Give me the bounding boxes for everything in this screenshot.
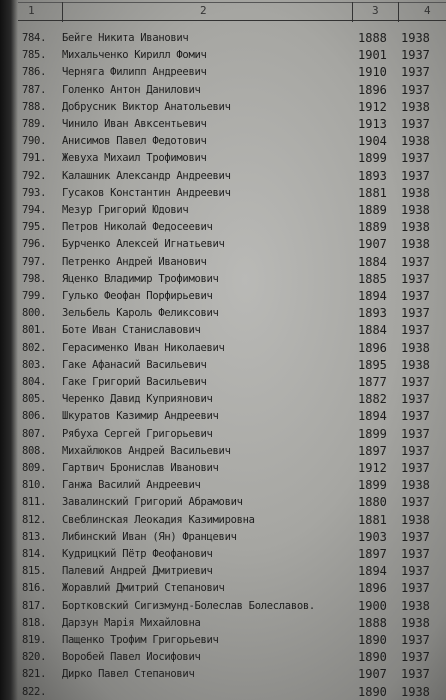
row-number: 796. bbox=[22, 238, 47, 251]
row-number: 822. bbox=[22, 685, 47, 698]
header-divider bbox=[352, 2, 353, 22]
birth-year: 1888 bbox=[358, 615, 387, 630]
table-row bbox=[0, 512, 446, 529]
person-name: Бурченко Алексей Игнатьевич bbox=[62, 238, 225, 251]
table-row bbox=[0, 598, 446, 615]
row-number: 812. bbox=[22, 513, 47, 526]
arrest-year: 1937 bbox=[401, 409, 430, 424]
table-row bbox=[0, 494, 446, 511]
person-name: Калашник Александр Андреевич bbox=[62, 169, 231, 182]
birth-year: 1899 bbox=[358, 478, 387, 493]
table-row bbox=[0, 649, 446, 666]
person-name: Гартвич Бронислав Иванович bbox=[62, 462, 219, 474]
table-row bbox=[0, 357, 446, 374]
birth-year: 1912 bbox=[358, 461, 387, 475]
person-name: Палевий Андрей Дмитриевич bbox=[62, 565, 213, 578]
birth-year: 1907 bbox=[358, 237, 387, 252]
person-name: Добрусник Виктор Анатольевич bbox=[62, 100, 231, 113]
birth-year: 1912 bbox=[358, 99, 387, 114]
birth-year: 1910 bbox=[358, 65, 387, 80]
arrest-year: 1938 bbox=[401, 31, 430, 45]
person-name: Рябуха Сергей Григорьевич bbox=[62, 427, 213, 440]
row-number: 792. bbox=[22, 169, 47, 182]
birth-year: 1896 bbox=[358, 82, 387, 97]
row-number: 797. bbox=[22, 255, 47, 268]
person-name: Бортковский Сигизмунд-Болеслав Болеславов. bbox=[62, 599, 315, 612]
birth-year: 1895 bbox=[358, 357, 387, 372]
row-number: 816. bbox=[22, 582, 47, 595]
arrest-year: 1938 bbox=[401, 357, 430, 372]
birth-year: 1907 bbox=[358, 667, 387, 682]
arrest-year: 1937 bbox=[401, 650, 430, 665]
arrest-year: 1938 bbox=[401, 512, 430, 527]
table-row bbox=[0, 529, 446, 546]
person-name: Михайлюков Андрей Васильевич bbox=[62, 444, 231, 457]
arrest-year: 1937 bbox=[401, 271, 430, 286]
row-number: 821. bbox=[22, 668, 47, 681]
row-number: 815. bbox=[22, 565, 47, 578]
header-bottom-rule bbox=[18, 20, 446, 21]
person-name: Боте Иван Станиславович bbox=[62, 324, 201, 337]
arrest-year: 1937 bbox=[401, 495, 430, 510]
row-number: 809. bbox=[22, 462, 47, 474]
person-name: Черенко Давид Куприянович bbox=[62, 393, 213, 406]
arrest-year: 1938 bbox=[401, 134, 430, 149]
birth-year: 1894 bbox=[358, 289, 387, 303]
person-name: Гусаков Константин Андреевич bbox=[62, 186, 231, 199]
birth-year: 1901 bbox=[358, 48, 387, 63]
table-row bbox=[0, 202, 446, 219]
table-row bbox=[0, 271, 446, 288]
arrest-year: 1938 bbox=[401, 478, 430, 493]
table-row bbox=[0, 82, 446, 99]
arrest-year: 1938 bbox=[401, 340, 430, 355]
row-number: 808. bbox=[22, 444, 47, 457]
table-row bbox=[0, 684, 446, 700]
table-row bbox=[0, 632, 446, 649]
header-top-rule bbox=[18, 2, 446, 3]
table-row bbox=[0, 219, 446, 236]
row-number: 784. bbox=[22, 32, 47, 44]
row-number: 795. bbox=[22, 221, 47, 234]
row-number: 802. bbox=[22, 341, 47, 354]
row-number: 787. bbox=[22, 83, 47, 96]
row-number: 804. bbox=[22, 376, 47, 388]
arrest-year: 1937 bbox=[401, 461, 430, 475]
birth-year: 1899 bbox=[358, 151, 387, 166]
table-row bbox=[0, 477, 446, 494]
birth-year: 1893 bbox=[358, 306, 387, 321]
row-number: 786. bbox=[22, 66, 47, 79]
birth-year: 1881 bbox=[358, 512, 387, 527]
row-number: 807. bbox=[22, 427, 47, 440]
birth-year: 1899 bbox=[358, 426, 387, 441]
birth-year: 1894 bbox=[358, 564, 387, 579]
row-number: 799. bbox=[22, 290, 47, 302]
person-name: Герасименко Иван Николаевич bbox=[62, 341, 225, 354]
person-name: Петров Николай Федосеевич bbox=[62, 221, 213, 234]
row-number: 794. bbox=[22, 204, 47, 216]
arrest-year: 1937 bbox=[401, 168, 430, 183]
birth-year: 1897 bbox=[358, 547, 387, 561]
person-name: Дирко Павел Степанович bbox=[62, 668, 195, 681]
arrest-year: 1938 bbox=[401, 684, 430, 699]
row-number: 806. bbox=[22, 410, 47, 423]
table-row bbox=[0, 322, 446, 339]
row-number: 789. bbox=[22, 118, 47, 130]
birth-year: 1877 bbox=[358, 375, 387, 389]
table-row bbox=[0, 116, 446, 133]
arrest-year: 1937 bbox=[401, 254, 430, 269]
person-name: Жевуха Михаил Трофимович bbox=[62, 152, 207, 165]
arrest-year: 1937 bbox=[401, 151, 430, 166]
header-col-1: 1 bbox=[28, 4, 35, 17]
person-name: Бейге Никита Иванович bbox=[62, 32, 189, 44]
arrest-year: 1937 bbox=[401, 443, 430, 458]
birth-year: 1894 bbox=[358, 409, 387, 424]
row-number: 798. bbox=[22, 272, 47, 285]
birth-year: 1890 bbox=[358, 684, 387, 699]
header-col-4: 4 bbox=[424, 4, 431, 17]
arrest-year: 1937 bbox=[401, 375, 430, 389]
birth-year: 1889 bbox=[358, 220, 387, 235]
row-number: 813. bbox=[22, 530, 47, 543]
arrest-year: 1937 bbox=[401, 564, 430, 579]
person-name: Дарзун Марія Михайловна bbox=[62, 616, 201, 629]
arrest-year: 1938 bbox=[401, 598, 430, 613]
person-name: Черняга Филипп Андреевич bbox=[62, 66, 207, 79]
person-name: Мезур Григорий Юдович bbox=[62, 204, 189, 216]
person-name: Анисимов Павел Федотович bbox=[62, 135, 207, 148]
row-number: 803. bbox=[22, 358, 47, 371]
row-number: 814. bbox=[22, 548, 47, 560]
row-number: 788. bbox=[22, 100, 47, 113]
row-number: 801. bbox=[22, 324, 47, 337]
birth-year: 1890 bbox=[358, 650, 387, 665]
person-name: Шкуратов Казимир Андреевич bbox=[62, 410, 219, 423]
person-name: Голенко Антон Данилович bbox=[62, 83, 201, 96]
arrest-year: 1937 bbox=[401, 48, 430, 63]
birth-year: 1890 bbox=[358, 633, 387, 647]
person-name: Жоравлий Дмитрий Степанович bbox=[62, 582, 225, 595]
arrest-year: 1938 bbox=[401, 203, 430, 217]
person-name: Свеблинская Леокадия Казимировна bbox=[62, 513, 255, 526]
table-row bbox=[0, 168, 446, 185]
table-row bbox=[0, 133, 446, 150]
arrest-year: 1937 bbox=[401, 581, 430, 596]
header-divider bbox=[398, 2, 399, 22]
table-row bbox=[0, 426, 446, 443]
person-name: Гаке Григорий Васильевич bbox=[62, 376, 207, 388]
birth-year: 1885 bbox=[358, 271, 387, 286]
person-name: Воробей Павел Иосифович bbox=[62, 651, 201, 664]
arrest-year: 1937 bbox=[401, 633, 430, 647]
person-name: Петренко Андрей Иванович bbox=[62, 255, 207, 268]
row-number: 790. bbox=[22, 135, 47, 148]
table-row bbox=[0, 254, 446, 271]
table-row bbox=[0, 374, 446, 391]
row-number: 819. bbox=[22, 634, 47, 646]
arrest-year: 1938 bbox=[401, 237, 430, 252]
table-row bbox=[0, 666, 446, 683]
birth-year: 1896 bbox=[358, 340, 387, 355]
header-col-3: 3 bbox=[372, 4, 379, 17]
table-row bbox=[0, 236, 446, 253]
table-row bbox=[0, 340, 446, 357]
table-row bbox=[0, 47, 446, 64]
row-number: 817. bbox=[22, 599, 47, 612]
table-row bbox=[0, 305, 446, 322]
birth-year: 1904 bbox=[358, 134, 387, 149]
table-row bbox=[0, 288, 446, 305]
person-name: Завалинский Григорий Абрамович bbox=[62, 496, 243, 509]
table-row bbox=[0, 580, 446, 597]
birth-year: 1889 bbox=[358, 203, 387, 217]
table-row bbox=[0, 546, 446, 563]
table-row bbox=[0, 99, 446, 116]
row-number: 820. bbox=[22, 651, 47, 664]
row-number: 793. bbox=[22, 186, 47, 199]
birth-year: 1903 bbox=[358, 529, 387, 544]
arrest-year: 1937 bbox=[401, 65, 430, 80]
arrest-year: 1938 bbox=[401, 615, 430, 630]
arrest-year: 1938 bbox=[401, 220, 430, 235]
table-row bbox=[0, 185, 446, 202]
row-number: 810. bbox=[22, 479, 47, 492]
row-number: 811. bbox=[22, 496, 47, 509]
arrest-year: 1937 bbox=[401, 82, 430, 97]
table-row bbox=[0, 150, 446, 167]
table-row bbox=[0, 443, 446, 460]
person-name: Гулько Феофан Порфирьевич bbox=[62, 290, 213, 302]
arrest-year: 1938 bbox=[401, 185, 430, 200]
person-name: Яценко Владимир Трофимович bbox=[62, 272, 219, 285]
birth-year: 1913 bbox=[358, 117, 387, 131]
table-row bbox=[0, 30, 446, 47]
person-name: Гаке Афанасий Васильевич bbox=[62, 358, 207, 371]
arrest-year: 1937 bbox=[401, 117, 430, 131]
person-name: Либинский Иван (Ян) Францевич bbox=[62, 530, 237, 543]
arrest-year: 1938 bbox=[401, 99, 430, 114]
person-name: Михальченко Кирилл Фомич bbox=[62, 49, 207, 62]
row-number: 785. bbox=[22, 49, 47, 62]
birth-year: 1880 bbox=[358, 495, 387, 510]
row-number: 791. bbox=[22, 152, 47, 165]
table-row bbox=[0, 460, 446, 477]
arrest-year: 1937 bbox=[401, 289, 430, 303]
person-name: Чинило Иван Авксентьевич bbox=[62, 118, 207, 130]
arrest-year: 1937 bbox=[401, 667, 430, 682]
table-row bbox=[0, 64, 446, 81]
birth-year: 1884 bbox=[358, 254, 387, 269]
arrest-year: 1937 bbox=[401, 529, 430, 544]
arrest-year: 1937 bbox=[401, 392, 430, 407]
birth-year: 1900 bbox=[358, 598, 387, 613]
header-col-2: 2 bbox=[200, 4, 207, 17]
person-name: Ганжа Василий Андреевич bbox=[62, 479, 201, 492]
arrest-year: 1937 bbox=[401, 547, 430, 561]
table-row bbox=[0, 408, 446, 425]
row-number: 805. bbox=[22, 393, 47, 406]
birth-year: 1884 bbox=[358, 323, 387, 338]
table-row bbox=[0, 615, 446, 632]
birth-year: 1888 bbox=[358, 31, 387, 45]
table-row bbox=[0, 563, 446, 580]
birth-year: 1896 bbox=[358, 581, 387, 596]
person-name: Пащенко Трофим Григорьевич bbox=[62, 634, 219, 646]
header-divider bbox=[62, 2, 63, 22]
arrest-year: 1937 bbox=[401, 306, 430, 321]
birth-year: 1882 bbox=[358, 392, 387, 407]
birth-year: 1893 bbox=[358, 168, 387, 183]
row-number: 818. bbox=[22, 616, 47, 629]
birth-year: 1881 bbox=[358, 185, 387, 200]
table-row bbox=[0, 391, 446, 408]
arrest-year: 1937 bbox=[401, 323, 430, 338]
row-number: 800. bbox=[22, 307, 47, 320]
person-name: Зельбель Кароль Феликсович bbox=[62, 307, 219, 320]
arrest-year: 1937 bbox=[401, 426, 430, 441]
person-name: Кудрицкий Пётр Феофанович bbox=[62, 548, 213, 560]
birth-year: 1897 bbox=[358, 443, 387, 458]
table-header bbox=[0, 0, 446, 22]
